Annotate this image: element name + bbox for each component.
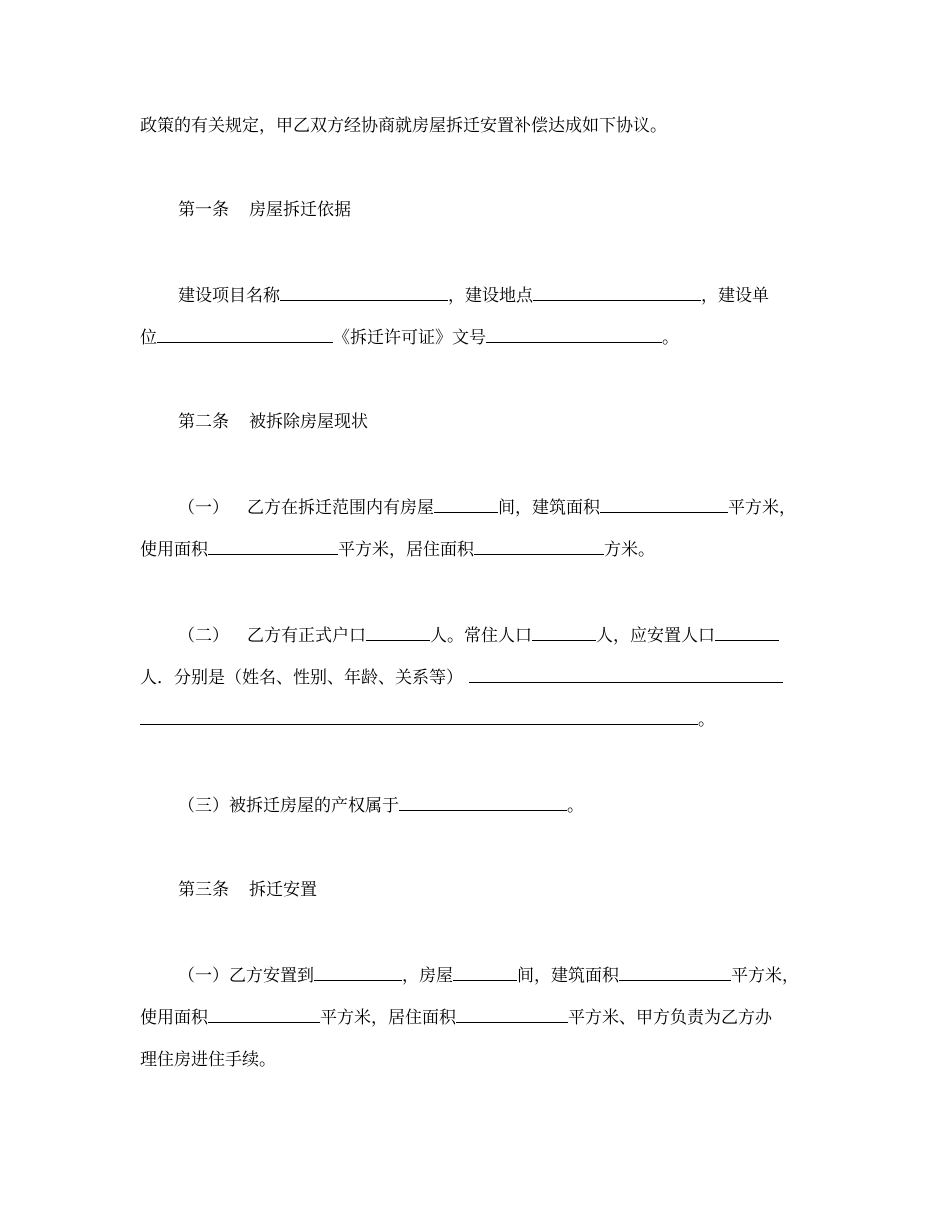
- article-3-label: 第三条: [178, 880, 229, 900]
- living-area-label: 平方米，居住面积: [338, 540, 474, 560]
- article-2-section-1-line-2: [140, 538, 655, 562]
- article-3-section-1-line-1: [178, 964, 799, 988]
- project-name-blank[interactable]: [280, 284, 448, 301]
- registered-residents-blank[interactable]: [366, 624, 430, 641]
- article-2-section-2-line-1: [178, 624, 779, 648]
- section-number: （二）: [178, 626, 229, 646]
- article-2-heading: [178, 410, 368, 434]
- article-2-section-2-line-2: [140, 666, 783, 690]
- build-location-blank[interactable]: [533, 284, 701, 301]
- square-meter-unit: 方米。: [604, 540, 655, 560]
- living-area-blank[interactable]: [474, 538, 604, 555]
- article-3-section-1-line-3: [140, 1048, 276, 1072]
- persons-detail-label: 人．分别是（姓名、性别、年龄、关系等）: [140, 668, 463, 688]
- section-number: （一）: [178, 498, 229, 518]
- move-in-procedure-text: 平方米、甲方负责为乙方办: [568, 1008, 772, 1028]
- article-2-section-1-line-1: [178, 496, 796, 520]
- preamble-text: 政策的有关规定，甲乙双方经协商就房屋拆迁安置补偿达成如下协议。: [140, 116, 667, 136]
- article-1-line-2: [140, 326, 679, 350]
- line-end-period: 。: [662, 328, 679, 348]
- article-3-title: 拆迁安置: [249, 880, 317, 900]
- new-building-area-blank[interactable]: [619, 964, 731, 981]
- article-1-line-1: [178, 284, 769, 308]
- persons-detail-blank-1[interactable]: [469, 666, 783, 683]
- registered-residents-label: 乙方有正式户口: [247, 626, 366, 646]
- article-3-section-1-line-2: [140, 1006, 772, 1030]
- square-meter-unit: 平方米，: [728, 498, 796, 518]
- preamble-line: [140, 114, 667, 138]
- property-owner-label: （三）被拆迁房屋的产权属于: [178, 796, 399, 816]
- building-area-label: 间，建筑面积: [498, 498, 600, 518]
- line-end-period: 。: [567, 796, 584, 816]
- article-2-section-2-line-3: [140, 708, 715, 732]
- building-area-label: 间，建筑面积: [517, 966, 619, 986]
- rooms-label: 乙方在拆迁范围内有房屋: [247, 498, 434, 518]
- article-1-heading: [178, 198, 351, 222]
- square-meter-unit: 平方米，: [731, 966, 799, 986]
- resettle-persons-label: 人，应安置人口: [596, 626, 715, 646]
- house-rooms-blank[interactable]: [453, 964, 517, 981]
- article-1-label: 第一条: [178, 200, 229, 220]
- move-in-procedure-text-end: 理住房进住手续。: [140, 1050, 276, 1070]
- house-label: ，房屋: [402, 966, 453, 986]
- building-area-blank[interactable]: [600, 496, 728, 513]
- new-living-area-blank[interactable]: [456, 1006, 568, 1023]
- project-name-label: 建设项目名称: [178, 286, 280, 306]
- build-unit-label-end: 位: [140, 328, 157, 348]
- usable-area-label: 使用面积: [140, 540, 208, 560]
- property-owner-blank[interactable]: [399, 794, 567, 811]
- article-1-title: 房屋拆迁依据: [249, 200, 351, 220]
- article-3-heading: [178, 878, 317, 902]
- build-unit-label-start: ，建设单: [701, 286, 769, 306]
- resettle-persons-blank[interactable]: [715, 624, 779, 641]
- usable-area-blank[interactable]: [208, 538, 338, 555]
- living-area-label: 平方米，居住面积: [320, 1008, 456, 1028]
- article-2-label: 第二条: [178, 412, 229, 432]
- build-location-label: ，建设地点: [448, 286, 533, 306]
- permit-number-label: 《拆迁许可证》文号: [333, 328, 486, 348]
- rooms-blank[interactable]: [434, 496, 498, 513]
- build-unit-blank[interactable]: [157, 326, 333, 343]
- new-usable-area-blank[interactable]: [208, 1006, 320, 1023]
- article-2-title: 被拆除房屋现状: [249, 412, 368, 432]
- article-2-section-3: [178, 794, 584, 818]
- permit-number-blank[interactable]: [486, 326, 662, 343]
- permanent-residents-label: 人。常住人口: [430, 626, 532, 646]
- resettle-location-blank[interactable]: [314, 964, 402, 981]
- permanent-residents-blank[interactable]: [532, 624, 596, 641]
- resettle-location-label: （一）乙方安置到: [178, 966, 314, 986]
- persons-detail-blank-2[interactable]: [140, 708, 698, 725]
- usable-area-label: 使用面积: [140, 1008, 208, 1028]
- line-end-period: 。: [698, 710, 715, 730]
